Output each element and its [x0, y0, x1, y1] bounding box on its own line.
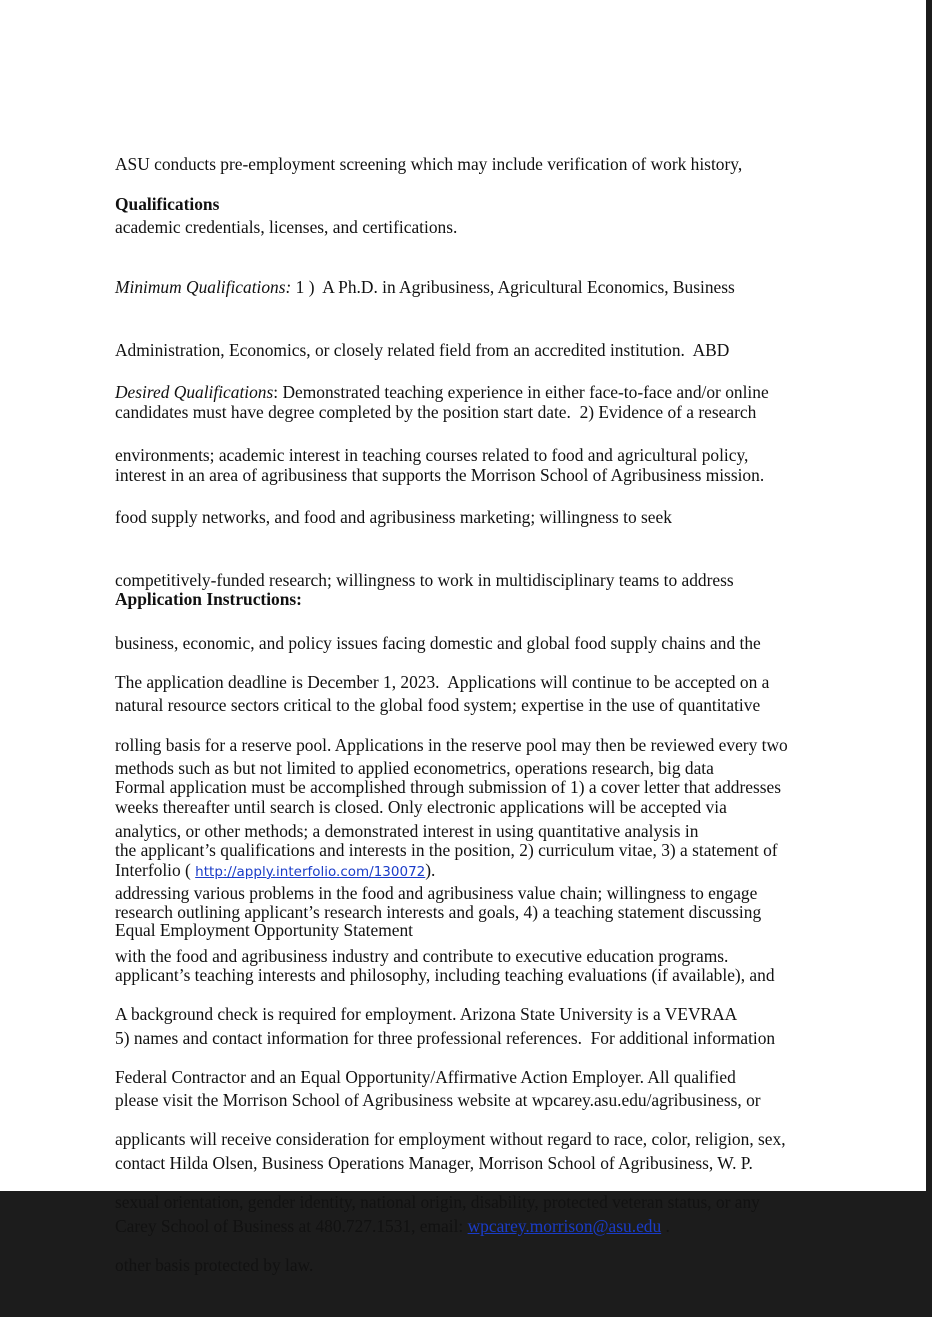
text-line: sexual orientation, gender identity, national origin, disability, protected veteran status, or any [115, 1191, 760, 1212]
text-line [115, 277, 764, 298]
text-line: Administration, Economics, or closely related field from an accredited institution. ABD [115, 339, 730, 360]
text-line: contact Hilda Olsen, Business Operations Manager, Morrison School of Agribusiness, W. P. [115, 1153, 753, 1174]
desired-label: Desired Qualifications [115, 381, 274, 402]
text-line: other basis protected by law. [115, 1254, 314, 1275]
text-line: environments; academic interest in teaching courses related to food and agricultural policy, [115, 444, 749, 465]
text-line: methods such as but not limited to applied econometrics, operations research, big data [115, 758, 714, 779]
interfolio-link[interactable]: http://apply.interfolio.com/130072 [195, 863, 426, 880]
application-instructions-heading: Application Instructions: [115, 589, 302, 609]
email-link[interactable]: wpcarey.morrison@asu.edu [467, 1215, 662, 1236]
text-span: . [661, 1215, 670, 1236]
text-line: addressing various problems in the food and agribusiness value chain; willingness to engage [115, 883, 758, 904]
text-span: ). [425, 859, 436, 880]
text-line: rolling basis for a reserve pool. Applications in the reserve pool may then be reviewed every two [115, 734, 788, 755]
eeo-heading: Equal Employment Opportunity Statement [115, 920, 414, 940]
text-line: natural resource sectors critical to the global food system; expertise in the use of quantitative [115, 695, 761, 716]
text-line: competitively-funded research; willingness to work in multidisciplinary teams to address [115, 569, 734, 590]
text-line: the applicant’s qualifications and interests in the position, 2) curriculum vitae, 3) a statement of [115, 839, 778, 860]
minimum-label: Minimum Qualifications: [115, 276, 292, 297]
text-span: Carey School of Business at 480.727.1531, email: [115, 1215, 468, 1236]
text-line: weeks thereafter until search is closed. Only electronic applications will be accepted via [115, 797, 727, 818]
text-line: research outlining applicant’s research interests and goals, 4) a teaching statement discussing [115, 902, 762, 923]
qualifications-heading: Qualifications [115, 194, 220, 214]
text-line: applicant’s teaching interests and philosophy, including teaching evaluations (if available), and [115, 964, 775, 985]
text-line: applicants will receive consideration for employment without regard to race, color, religion, sex, [115, 1129, 786, 1150]
text-line: business, economic, and policy issues facing domestic and global food supply chains and the [115, 632, 761, 653]
text-span: : Demonstrated teaching experience in either face-to-face and/or online [273, 381, 769, 402]
text-line: ASU conducts pre-employment screening which may include verification of work history, [115, 153, 743, 174]
text-line: with the food and agribusiness industry and contribute to executive education programs. [115, 946, 729, 967]
eeo-paragraph [115, 962, 786, 1317]
text-line: The application deadline is December 1, 2023. Applications will continue to be accepted on a [115, 671, 770, 692]
text-line: food supply networks, and food and agribusiness marketing; willingness to seek [115, 507, 672, 528]
text-line [115, 382, 769, 403]
text-line: 5) names and contact information for three professional references. For additional information [115, 1027, 776, 1048]
text-line: interest in an area of agribusiness that supports the Morrison School of Agribusiness mission. [115, 464, 765, 485]
text-line: please visit the Morrison School of Agribusiness website at wpcarey.asu.edu/agribusiness, or [115, 1090, 761, 1111]
text-line: Formal application must be accomplished through submission of 1) a cover letter that addresses [115, 776, 781, 797]
text-span: 1 ) A Ph.D. in Agribusiness, Agricultural Economics, Business [291, 276, 735, 297]
text-line: analytics, or other methods; a demonstrated interest in using quantitative analysis in [115, 820, 699, 841]
text-line: Federal Contractor and an Equal Opportunity/Affirmative Action Employer. All qualified [115, 1066, 736, 1087]
text-span: Interfolio ( [115, 859, 196, 880]
text-line: A background check is required for employment. Arizona State University is a VEVRAA [115, 1003, 738, 1024]
text-line: candidates must have degree completed by the position start date. 2) Evidence of a research [115, 402, 757, 423]
text-line: academic credentials, licenses, and certifications. [115, 216, 458, 237]
